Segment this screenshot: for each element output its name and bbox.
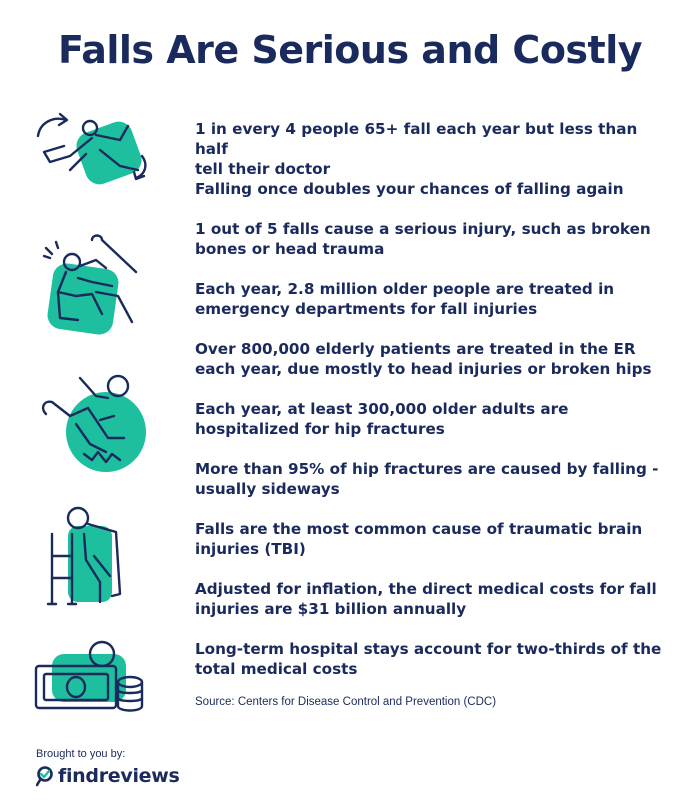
tripping-person-cane-icon	[36, 232, 156, 336]
falling-person-icon	[30, 108, 160, 188]
fact-line: injuries (TBI)	[195, 540, 306, 558]
fact-item	[195, 119, 675, 179]
walker-person-icon	[38, 504, 138, 612]
fact-item	[195, 579, 675, 619]
fact-item	[195, 279, 675, 319]
fact-line: bones or head trauma	[195, 240, 385, 258]
fact-item	[195, 339, 675, 379]
fact-line: 1 out of 5 falls cause a serious injury, such as broken	[195, 220, 651, 238]
fact-item	[195, 639, 675, 679]
money-coins-icon	[32, 636, 148, 716]
fact-line: emergency departments for fall injuries	[195, 300, 538, 318]
fact-line: Falling once doubles your chances of falling again	[195, 180, 624, 198]
fact-line: More than 95% of hip fractures are caused by falling -	[195, 460, 659, 478]
fact-item	[195, 179, 675, 199]
fact-line: Each year, 2.8 million older people are treated in	[195, 280, 615, 298]
fact-item	[195, 399, 675, 439]
fact-line: hospitalized for hip fractures	[195, 420, 445, 438]
fact-line: each year, due mostly to head injuries or broken hips	[195, 360, 652, 378]
findreviews-logo-icon	[36, 765, 56, 787]
brought-to-you-label: Brought to you by:	[36, 748, 126, 760]
brand-name: findreviews	[58, 765, 180, 787]
fact-line: Each year, at least 300,000 older adults are	[195, 400, 569, 418]
page-title: Falls Are Serious and Costly	[57, 28, 643, 72]
fact-line: Adjusted for inflation, the direct medical costs for fall	[195, 580, 657, 598]
fact-line: total medical costs	[195, 660, 358, 678]
fact-item	[195, 219, 675, 259]
fact-line: tell their doctor	[195, 160, 331, 178]
fact-line: injuries are $31 billion annually	[195, 600, 467, 618]
hip-fracture-icon	[36, 368, 156, 478]
fact-line: Over 800,000 elderly patients are treated in the ER	[195, 340, 636, 358]
source-citation: Source: Centers for Disease Control and Prevention (CDC)	[195, 696, 497, 708]
fact-line: Long-term hospital stays account for two-thirds of the	[195, 640, 662, 658]
brand-logo	[36, 765, 180, 787]
fact-line: usually sideways	[195, 480, 340, 498]
fact-item	[195, 459, 675, 499]
fact-item	[195, 519, 675, 559]
fact-line: Falls are the most common cause of traumatic brain	[195, 520, 643, 538]
fact-line: 1 in every 4 people 65+ fall each year but less than half	[195, 120, 638, 158]
